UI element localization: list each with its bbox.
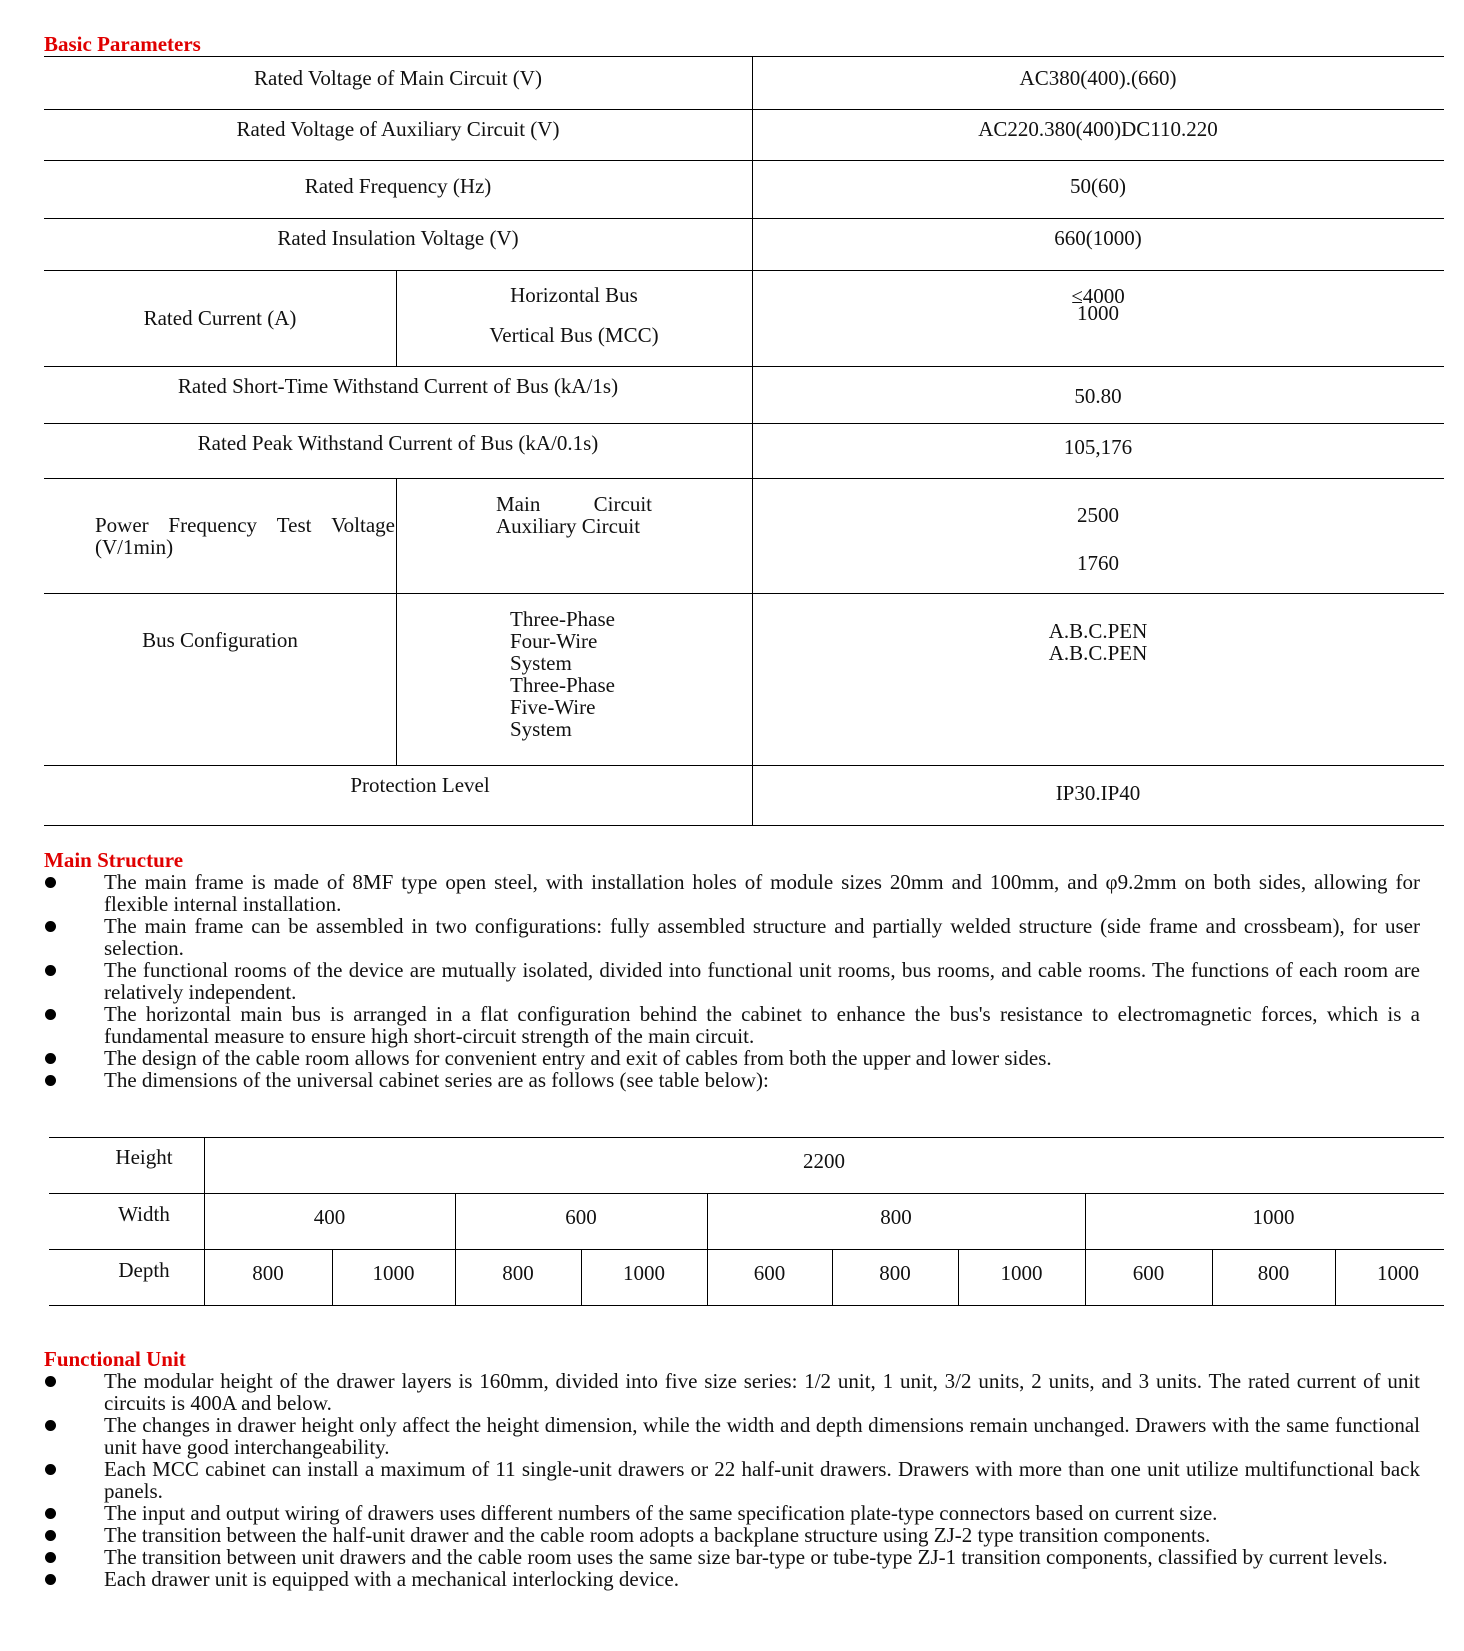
- bus-sub-line: Five-Wire: [510, 695, 596, 719]
- list-item: [44, 1458, 1420, 1502]
- bullet-icon: [45, 1075, 56, 1086]
- bullet-icon: [45, 877, 56, 888]
- test-voltage-word: Test: [276, 513, 312, 537]
- list-item: [44, 1003, 1420, 1047]
- bus-configuration-sub: [510, 608, 615, 740]
- main-structure-list: [44, 871, 1420, 1091]
- list-item: [44, 915, 1420, 959]
- depth-value: 600: [1132, 1260, 1165, 1285]
- vertical-bus-label: Vertical Bus (MCC): [489, 322, 659, 347]
- width-value: 800: [880, 1204, 912, 1229]
- horizontal-bus-value: ≤4000: [1071, 284, 1125, 308]
- auxiliary-circuit-value: 1760: [1077, 550, 1119, 575]
- bullet-icon: [45, 1420, 56, 1431]
- test-voltage-label: [95, 514, 395, 558]
- list-item-text: The main frame can be assembled in two configurations: fully assembled structure and partially welded structure (side frame and crossbeam), for user selection.: [104, 914, 1420, 960]
- main-word: Main: [496, 492, 541, 516]
- protection-level-value: IP30.IP40: [1055, 780, 1141, 805]
- list-item: [44, 1546, 1420, 1568]
- list-item-text: The changes in drawer height only affect the height dimension, while the width and depth dimensions remain unchanged. Drawers with the same functional unit have good interchangeability.: [104, 1413, 1420, 1459]
- protection-level-label: Protection Level: [350, 772, 490, 797]
- test-voltage-label-line2: (V/1min): [95, 535, 174, 559]
- bus-configuration-label: Bus Configuration: [142, 627, 298, 652]
- auxiliary-circuit-label: Auxiliary Circuit: [496, 514, 641, 538]
- depth-value: 800: [502, 1260, 534, 1285]
- bullet-icon: [45, 1508, 56, 1519]
- bullet-icon: [45, 1053, 56, 1064]
- list-item-text: The functional rooms of the device are mutually isolated, divided into functional unit rooms, bus rooms, and cable rooms. The functions of each room are relatively independent.: [104, 958, 1420, 1004]
- list-item: [44, 1568, 1420, 1590]
- list-item: [44, 1069, 1420, 1091]
- list-item-text: The input and output wiring of drawers uses different numbers of the same specification plate-type connectors based on current size.: [104, 1501, 1218, 1525]
- bullet-icon: [45, 1009, 56, 1020]
- test-voltage-label-line1: [95, 514, 395, 536]
- test-voltage-sub: [496, 493, 652, 537]
- list-item-text: The modular height of the drawer layers is 160mm, divided into five size series: 1/2 unit, 1 unit, 3/2 units, 2 units, and 3 units. The rated current of unit circuits is 400A and below.: [104, 1369, 1420, 1415]
- test-voltage-word: Power: [95, 513, 149, 537]
- depth-value: 1000: [372, 1260, 415, 1285]
- vertical-bus-value: 1000: [1077, 301, 1119, 325]
- depth-value: 1000: [1000, 1260, 1043, 1285]
- test-voltage-word: Voltage: [331, 513, 395, 537]
- bus-sub-line: System: [510, 717, 572, 741]
- list-item: [44, 1502, 1420, 1524]
- width-value: 600: [565, 1204, 597, 1229]
- param-value: 660(1000): [1054, 225, 1142, 250]
- bus-sub-line: Four-Wire: [510, 629, 598, 653]
- width-value: 1000: [1252, 1204, 1295, 1229]
- depth-value: 1000: [623, 1260, 665, 1285]
- main-structure-heading: Main Structure: [44, 848, 184, 872]
- param-value: 50(60): [1070, 173, 1126, 198]
- rated-current-label: Rated Current (A): [143, 305, 297, 330]
- list-item: [44, 1047, 1420, 1069]
- param-value: AC220.380(400)DC110.220: [978, 116, 1218, 141]
- width-value: 400: [313, 1204, 346, 1229]
- horizontal-bus-label: Horizontal Bus: [510, 282, 638, 307]
- param-label: Rated Frequency (Hz): [304, 173, 492, 198]
- bullet-icon: [45, 1530, 56, 1541]
- depth-value: 800: [1257, 1260, 1290, 1285]
- depth-value: 800: [879, 1260, 911, 1285]
- basic-parameters-heading: Basic Parameters: [44, 32, 201, 56]
- short-time-label: Rated Short-Time Withstand Current of Bus (kA/1s): [177, 373, 619, 398]
- list-item-text: The transition between the half-unit drawer and the cable room adopts a backplane structure using ZJ-2 type transition components.: [104, 1523, 1211, 1547]
- five-wire-value: A.B.C.PEN: [1048, 641, 1148, 665]
- width-label: Width: [118, 1201, 170, 1226]
- list-item-text: The dimensions of the universal cabinet series are as follows (see table below):: [104, 1068, 769, 1092]
- param-label: Rated Insulation Voltage (V): [277, 225, 519, 250]
- bus-sub-line: Three-Phase: [510, 607, 615, 631]
- short-time-value: 50.80: [1074, 383, 1122, 408]
- main-circuit-label: [496, 493, 652, 515]
- param-label: Rated Voltage of Main Circuit (V): [254, 66, 542, 90]
- test-voltage-word: Frequency: [168, 513, 258, 537]
- list-item-text: The design of the cable room allows for convenient entry and exit of cables from both the upper and lower sides.: [104, 1046, 1052, 1070]
- peak-value: 105,176: [1063, 434, 1133, 459]
- bullet-icon: [45, 1376, 56, 1387]
- functional-unit-heading: Functional Unit: [44, 1347, 186, 1371]
- bullet-icon: [45, 965, 56, 976]
- bullet-icon: [45, 1464, 56, 1475]
- bullet-icon: [45, 1574, 56, 1585]
- list-item: [44, 1414, 1420, 1458]
- main-circuit-value: 2500: [1077, 502, 1119, 527]
- depth-value: 800: [252, 1260, 284, 1285]
- functional-unit-list: [44, 1370, 1420, 1590]
- list-item: [44, 871, 1420, 915]
- bus-sub-line: Three-Phase: [510, 673, 615, 697]
- list-item-text: The horizontal main bus is arranged in a flat configuration behind the cabinet to enhance the bus's resistance to electromagnetic forces, which is a fundamental measure to ensure high short-circuit strength of the main circuit.: [104, 1002, 1420, 1048]
- list-item: [44, 959, 1420, 1003]
- bullet-icon: [45, 1552, 56, 1563]
- bullet-icon: [45, 921, 56, 932]
- list-item-text: Each drawer unit is equipped with a mechanical interlocking device.: [104, 1567, 679, 1591]
- list-item: [44, 1370, 1420, 1414]
- depth-value: 1000: [1377, 1260, 1419, 1285]
- peak-label: Rated Peak Withstand Current of Bus (kA/0.1s): [197, 430, 599, 455]
- circuit-word: Circuit: [593, 492, 652, 516]
- bus-sub-line: System: [510, 651, 572, 675]
- depth-label: Depth: [118, 1257, 170, 1282]
- list-item: [44, 1524, 1420, 1546]
- list-item-text: Each MCC cabinet can install a maximum of 11 single-unit drawers or 22 half-unit drawers. Drawers with more than one unit utilize multifunctional back panels.: [104, 1457, 1420, 1503]
- list-item-text: The main frame is made of 8MF type open steel, with installation holes of module sizes 20mm and 100mm, and φ9.2mm on both sides, allowing for flexible internal installation.: [104, 870, 1420, 916]
- param-label: Rated Voltage of Auxiliary Circuit (V): [236, 116, 560, 141]
- height-value: 2200: [803, 1148, 845, 1173]
- param-value: AC380(400).(660): [1019, 66, 1177, 90]
- height-label: Height: [115, 1144, 173, 1169]
- depth-value: 600: [753, 1260, 786, 1285]
- four-wire-value: A.B.C.PEN: [1048, 619, 1148, 643]
- list-item-text: The transition between unit drawers and the cable room uses the same size bar-type or tube-type ZJ-1 transition components, classified by current levels.: [104, 1545, 1388, 1569]
